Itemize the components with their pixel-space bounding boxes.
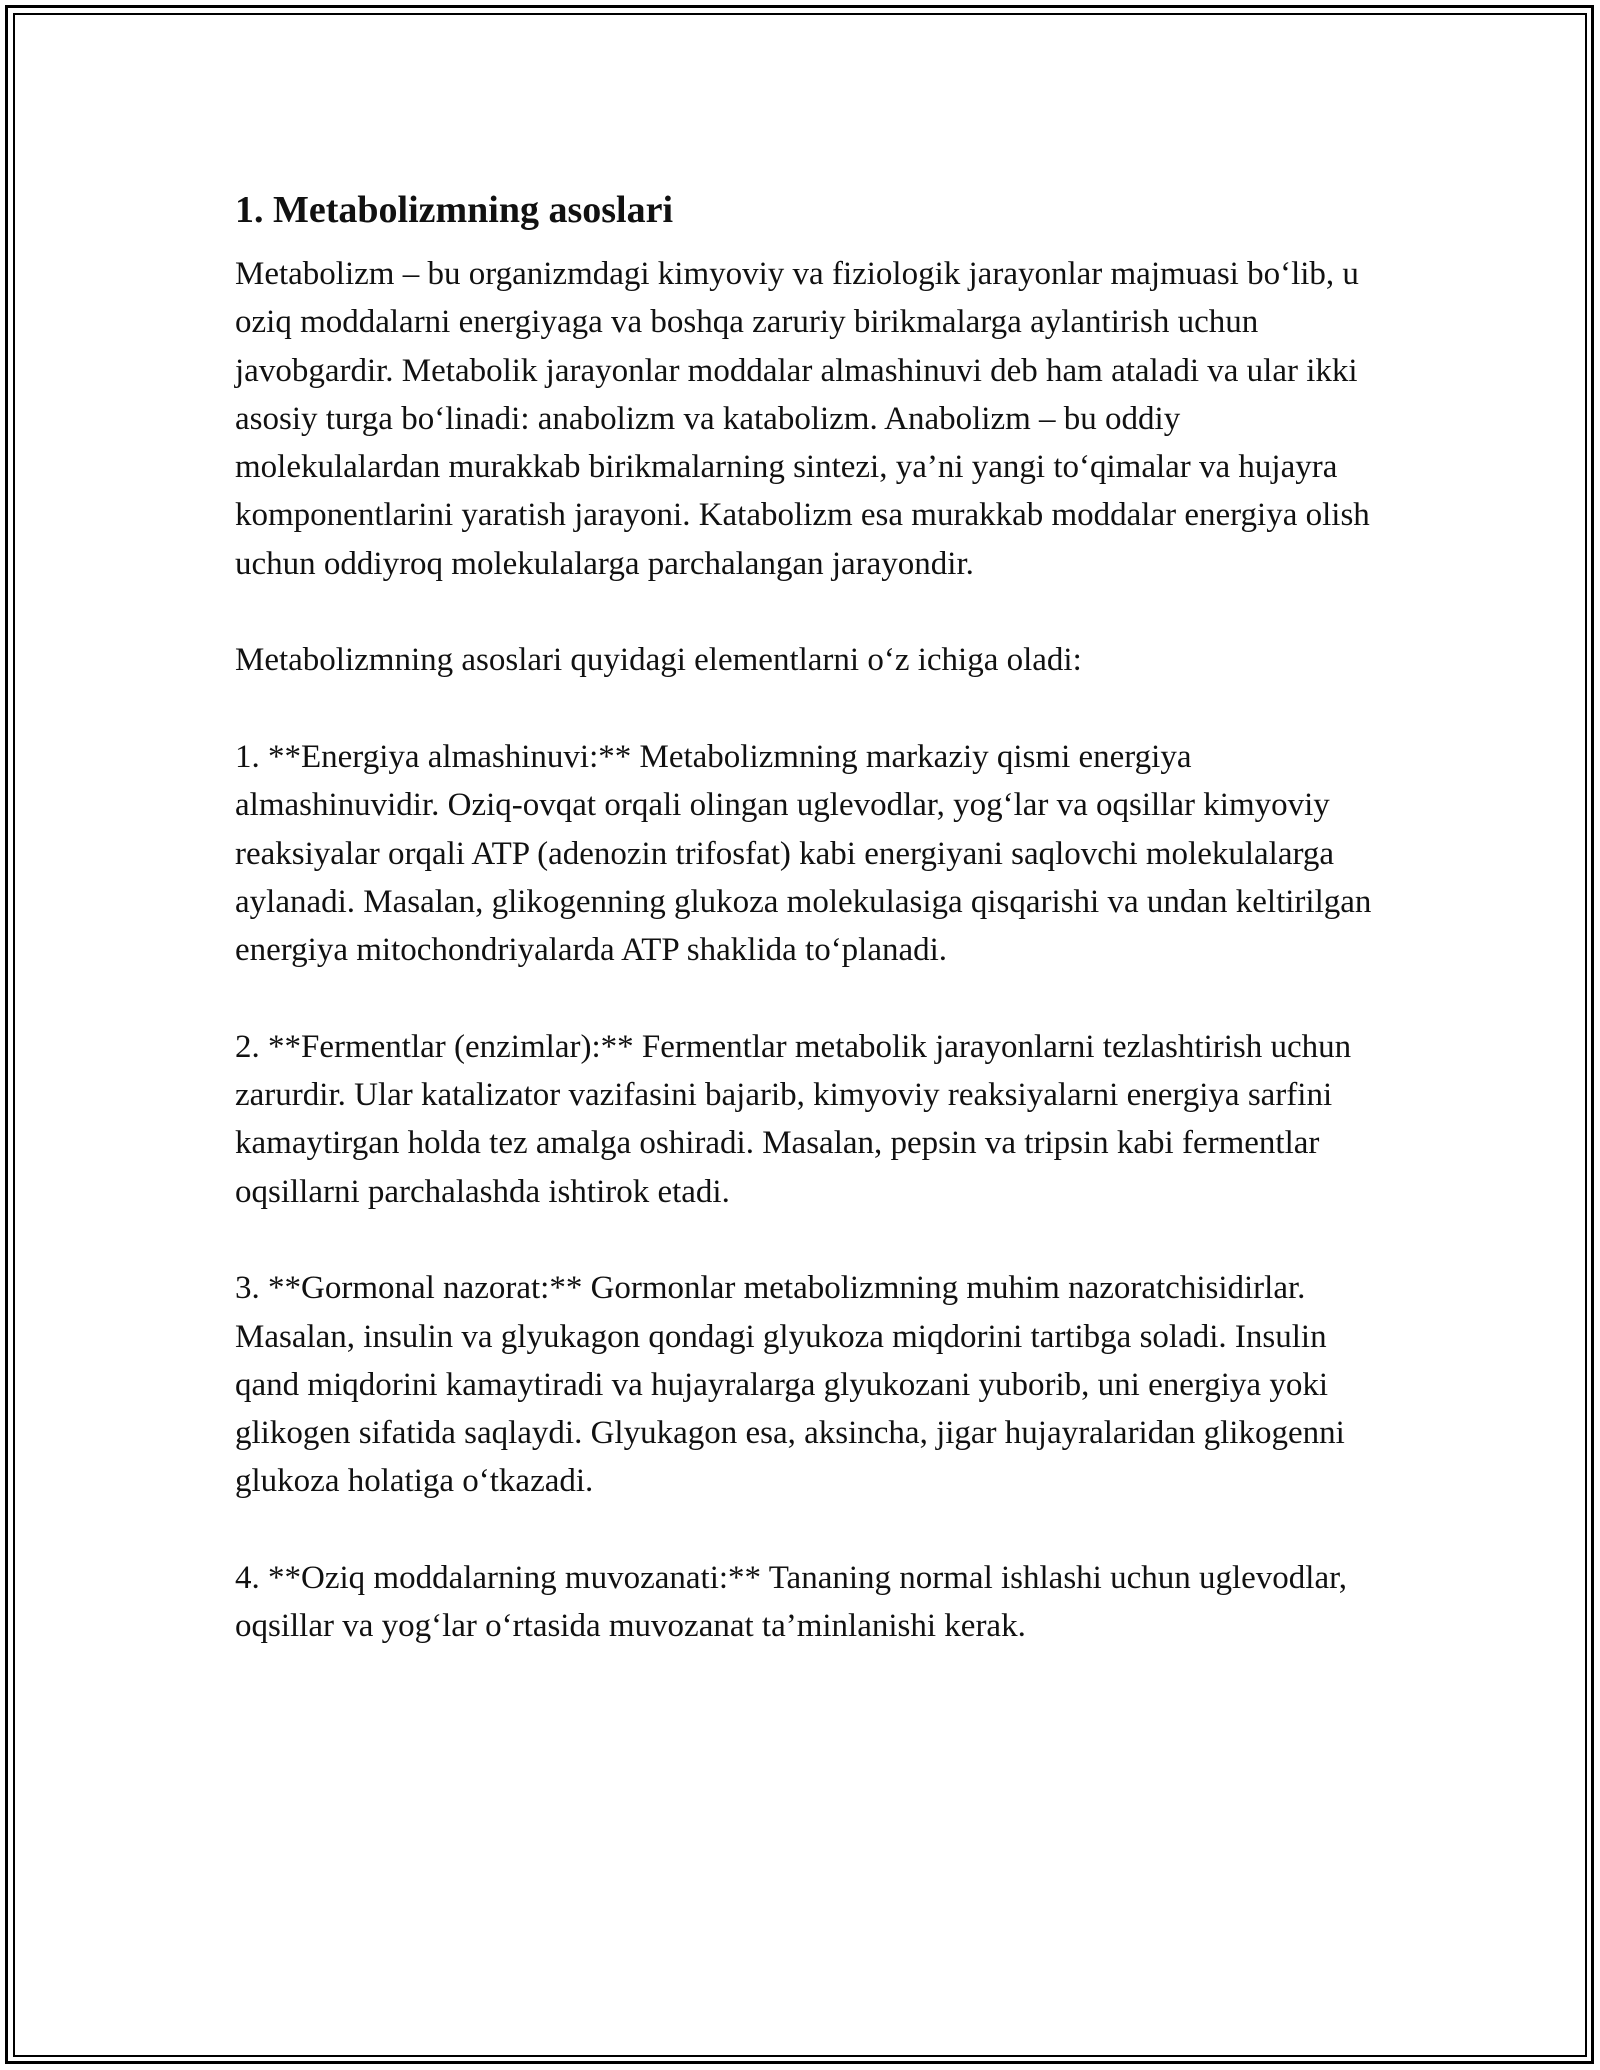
enzymes-paragraph: 2. **Fermentlar (enzimlar):** Fermentlar metabolik jarayonlarni tezlashtirish uchun zarurdir. Ular katalizator vazifasini bajarib, kimyoviy reaksiyalarni energiya sarfini kamaytirgan holda tez amalga oshiradi. Masalan, pepsin va tripsin kabi fermentlar oqsillarni parchalashda ishtirok etadi. (235, 1028, 1352, 1210)
section-heading: 1. Metabolizmning asoslari (235, 189, 674, 231)
nutrient-balance-paragraph: 4. **Oziq moddalarning muvozanati:** Tananing normal ishlashi uchun uglevodlar, oqsillar va yog‘lar o‘rtasida muvozanat ta’minlanishi kerak. (235, 1560, 1348, 1645)
energy-exchange-paragraph: 1. **Energiya almashinuvi:** Metabolizmning markaziy qismi energiya almashinuvidir. Oziq-ovqat orqali olingan uglevodlar, yog‘lar va oqsillar kimyoviy reaksiyalar orqali ATP (adenozin trifosfat) kabi energiyani saqlovchi molekulalarga aylanadi. Masalan, glikogenning glukoza molekulasiga qisqarishi va undan keltirilgan energiya mitochondriyalarda ATP shaklida to‘planadi. (235, 738, 1372, 969)
elements-intro-paragraph: Metabolizmning asoslari quyidagi elementlarni o‘z ichiga oladi: (235, 642, 1082, 679)
document-body (235, 186, 1375, 1651)
intro-paragraph: Metabolizm – bu organizmdagi kimyoviy va fiziologik jarayonlar majmuasi bo‘lib, u oziq moddalarni energiyaga va boshqa zaruriy birikmalarga aylantirish uchun javobgardir. Metabolik jarayonlar moddalar almashinuvi deb ham ataladi va ular ikki asosiy turga bo‘linadi: anabolizm va katabolizm. Anabolizm – bu oddiy molekulalardan murakkab birikmalarning sintezi, ya’ni yangi to‘qimalar va hujayra komponentlarini yaratish jarayoni. Katabolizm esa murakkab moddalar energiya olish uchun oddiyroq molekulalarga parchalangan jarayondir. (235, 256, 1370, 582)
hormonal-control-paragraph: 3. **Gormonal nazorat:** Gormonlar metabolizmning muhim nazoratchisidirlar. Masalan, insulin va glyukagon qondagi glyukoza miqdorini tartibga soladi. Insulin qand miqdorini kamaytiradi va hujayralarga glyukozani yuborib, uni energiya yoki glikogen sifatida saqlaydi. Glyukagon esa, aksincha, jigar hujayralaridan glikogenni glukoza holatiga o‘tkazadi. (235, 1270, 1345, 1500)
